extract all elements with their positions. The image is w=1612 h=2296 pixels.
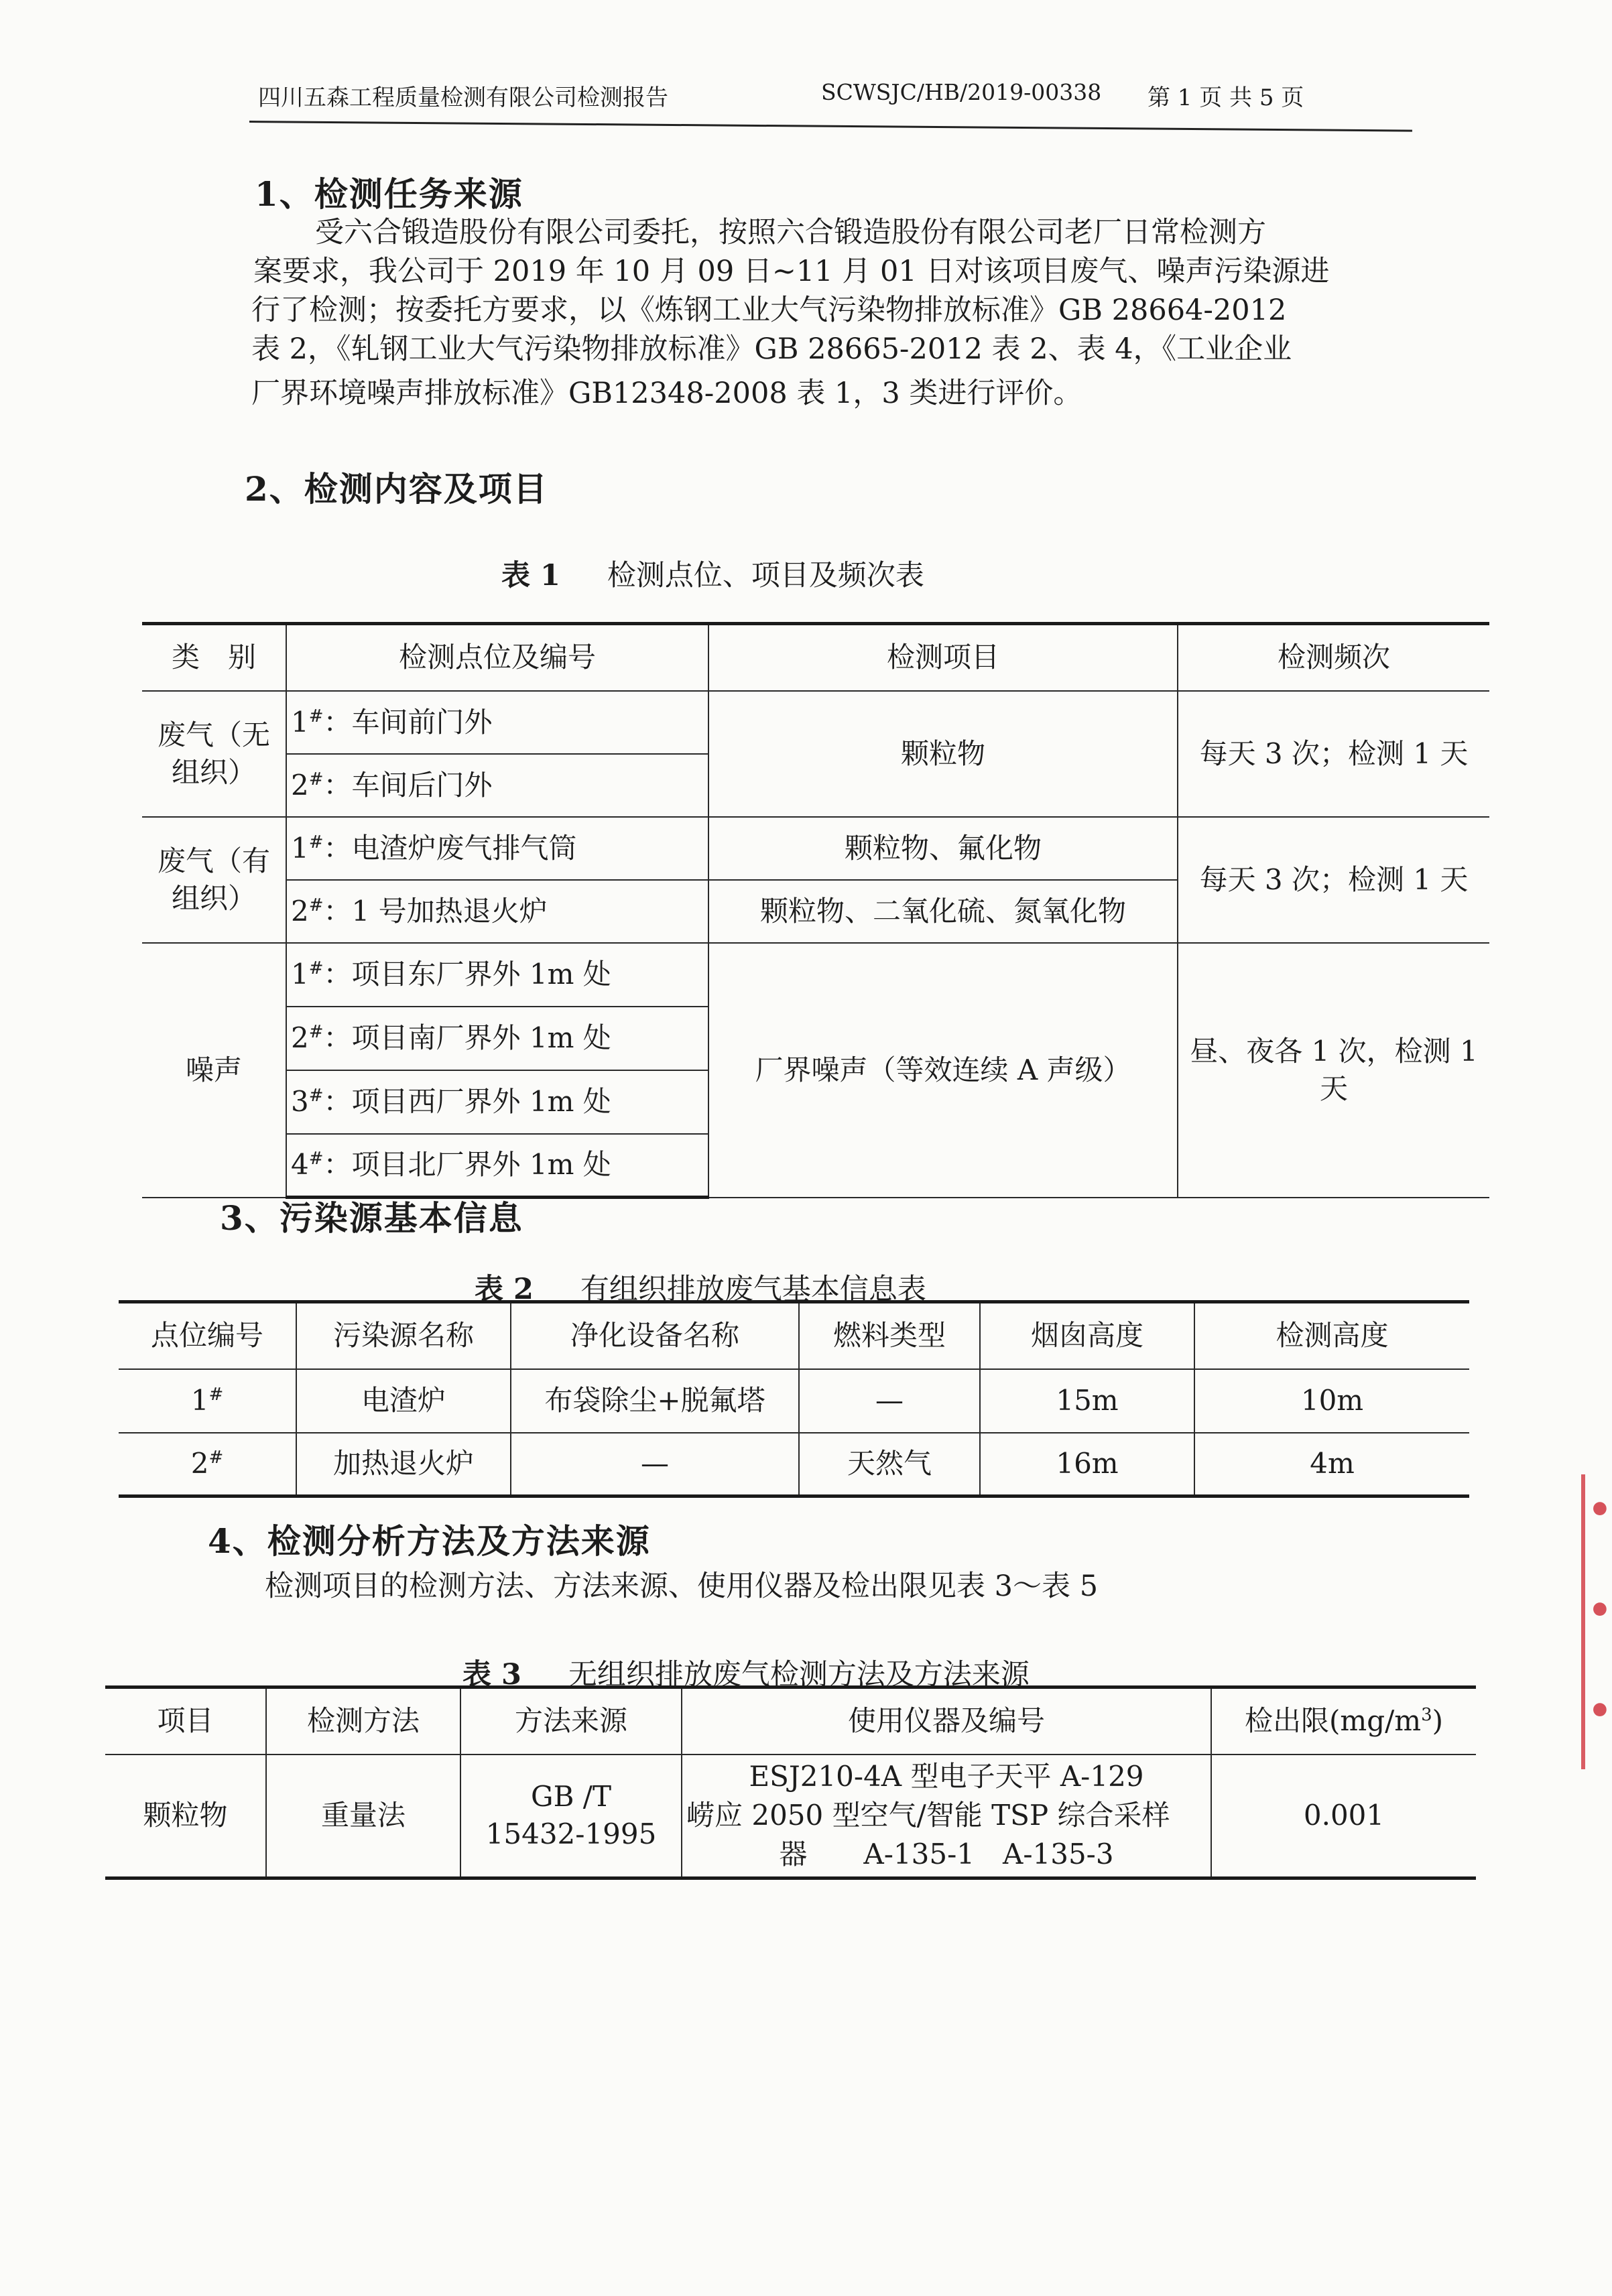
table-3-label: 表 3 — [462, 1658, 521, 1692]
table-1-point-cell: 1#：车间前门外 — [286, 691, 708, 754]
table-row — [142, 691, 1489, 754]
table-3-header-source: 方法来源 — [460, 1687, 682, 1755]
table-3-limit-cell: 0.001 — [1211, 1755, 1476, 1878]
table-2-source-cell: 加热退火炉 — [296, 1433, 511, 1496]
table-1-header-row — [142, 624, 1489, 691]
header-company: 四川五森工程质量检测有限公司检测报告 — [258, 84, 668, 111]
table-1-item-cell: 厂界噪声（等效连续 A 声级） — [708, 943, 1178, 1198]
table-1-point-cell: 1#：电渣炉废气排气筒 — [286, 817, 708, 880]
table-2-header-stack: 烟囱高度 — [980, 1302, 1194, 1369]
table-1-item-cell: 颗粒物 — [708, 691, 1178, 817]
section-1-line-1: 受六合锻造股份有限公司委托，按照六合锻造股份有限公司老厂日常检测方 — [315, 216, 1266, 249]
table-1-title: 检测点位、项目及频次表 — [607, 559, 924, 592]
table-1-item-cell: 颗粒物、二氧化硫、氮氧化物 — [708, 880, 1178, 943]
red-seal-stamp: • • • — [1581, 1474, 1609, 1769]
table-3-header-method: 检测方法 — [266, 1687, 460, 1755]
table-1-header-frequency: 检测频次 — [1178, 624, 1489, 691]
table-2-fuel-cell: 天然气 — [799, 1433, 980, 1496]
table-2-title: 有组织排放废气基本信息表 — [580, 1273, 926, 1306]
table-1-frequency-cell: 昼、夜各 1 次，检测 1 天 — [1178, 943, 1489, 1198]
table-2-fuel-cell: — — [799, 1369, 980, 1433]
table-2-stack-cell: 16m — [980, 1433, 1194, 1496]
section-2-title: 2、检测内容及项目 — [245, 469, 548, 509]
table-2-header-equipment: 净化设备名称 — [511, 1302, 799, 1369]
table-1-point-cell: 2#：项目南厂界外 1m 处 — [286, 1007, 708, 1070]
header-report-number: SCWSJC/HB/2019-00338 — [821, 79, 1102, 105]
table-1-header-point: 检测点位及编号 — [286, 624, 708, 691]
table-2-header-source: 污染源名称 — [296, 1302, 511, 1369]
table-3-title: 无组织排放废气检测方法及方法来源 — [568, 1658, 1030, 1692]
table-3-header-item: 项目 — [105, 1687, 266, 1755]
table-2-height-cell: 10m — [1194, 1369, 1469, 1433]
table-2-point-cell: 1# — [119, 1369, 296, 1433]
section-1-line-4: 表 2，《轧钢工业大气污染物排放标准》GB 28665-2012 表 2、表 4，《工业企业 — [251, 332, 1292, 366]
table-2-label: 表 2 — [475, 1273, 534, 1306]
section-1-line-5: 厂界环境噪声排放标准》GB12348-2008 表 1，3 类进行评价。 — [251, 377, 1082, 410]
section-4-title: 4、检测分析方法及方法来源 — [208, 1521, 651, 1561]
table-2-header-height: 检测高度 — [1194, 1302, 1469, 1369]
table-1-point-cell: 4#：项目北厂界外 1m 处 — [286, 1134, 708, 1198]
table-1-point-cell: 1#：项目东厂界外 1m 处 — [286, 943, 708, 1007]
section-1-line-3: 行了检测；按委托方要求，以《炼钢工业大气污染物排放标准》GB 28664-2012 — [251, 294, 1287, 327]
table-1-label: 表 1 — [501, 559, 560, 592]
table-row — [119, 1433, 1469, 1496]
table-2-equipment-cell: 布袋除尘+脱氟塔 — [511, 1369, 799, 1433]
table-row — [142, 943, 1489, 1007]
table-3-instrument-cell: ESJ210-4A 型电子天平 A-129 崂应 2050 型空气/智能 TSP 综合采样 器 A-135-1 A-135-3 — [682, 1755, 1211, 1878]
section-4-line: 检测项目的检测方法、方法来源、使用仪器及检出限见表 3～表 5 — [265, 1570, 1099, 1603]
table-2-header-fuel: 燃料类型 — [799, 1302, 980, 1369]
table-1 — [142, 622, 1489, 1199]
table-1-frequency-cell: 每天 3 次；检测 1 天 — [1178, 817, 1489, 943]
table-1-category-cell: 废气（有组织） — [142, 817, 286, 943]
table-2-source-cell: 电渣炉 — [296, 1369, 511, 1433]
table-row — [105, 1755, 1476, 1878]
table-2-header-point: 点位编号 — [119, 1302, 296, 1369]
table-3-item-cell: 颗粒物 — [105, 1755, 266, 1878]
table-1-point-cell: 2#：1 号加热退火炉 — [286, 880, 708, 943]
table-1-caption — [501, 553, 924, 594]
table-2-equipment-cell: — — [511, 1433, 799, 1496]
section-3-title: 3、污染源基本信息 — [220, 1198, 523, 1238]
table-3 — [105, 1685, 1476, 1880]
table-3-method-cell: 重量法 — [266, 1755, 460, 1878]
table-2-header-row — [119, 1302, 1469, 1369]
table-3-header-limit: 检出限$(mg/m^3)$ — [1211, 1687, 1476, 1755]
table-2 — [119, 1300, 1469, 1498]
table-1-category-cell: 噪声 — [142, 943, 286, 1198]
table-1-header-item: 检测项目 — [708, 624, 1178, 691]
table-1-item-cell: 颗粒物、氟化物 — [708, 817, 1178, 880]
section-1-title: 1、检测任务来源 — [255, 174, 523, 214]
table-3-source-cell: GB /T 15432-1995 — [460, 1755, 682, 1878]
table-2-stack-cell: 15m — [980, 1369, 1194, 1433]
table-2-point-cell: 2# — [119, 1433, 296, 1496]
table-3-header-instrument: 使用仪器及编号 — [682, 1687, 1211, 1755]
table-1-point-cell: 2#：车间后门外 — [286, 754, 708, 817]
table-1-header-category: 类 别 — [142, 624, 286, 691]
section-1-line-2: 案要求，我公司于 2019 年 10 月 09 日~11 月 01 日对该项目废气、噪声污染源进 — [253, 255, 1330, 288]
table-1-point-cell: 3#：项目西厂界外 1m 处 — [286, 1070, 708, 1134]
table-1-category-cell: 废气（无组织） — [142, 691, 286, 817]
table-3-header-row — [105, 1687, 1476, 1755]
table-row — [119, 1369, 1469, 1433]
table-row — [142, 817, 1489, 880]
header-page-number: 第 1 页 共 5 页 — [1148, 84, 1304, 111]
table-1-frequency-cell: 每天 3 次；检测 1 天 — [1178, 691, 1489, 817]
table-2-height-cell: 4m — [1194, 1433, 1469, 1496]
header-rule — [249, 121, 1412, 132]
